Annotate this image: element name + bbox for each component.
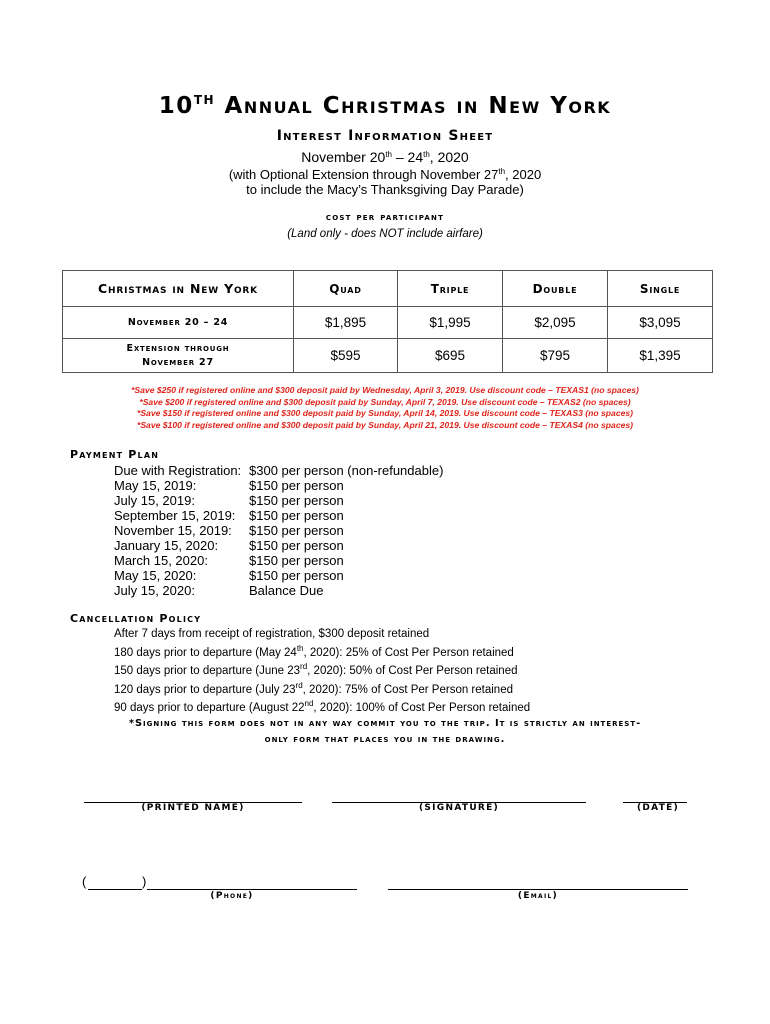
price-table (62, 270, 713, 373)
payment-amount: $300 per person (non-refundable) (249, 463, 444, 478)
payment-date: January 15, 2020: (114, 538, 219, 553)
list-item (114, 523, 443, 538)
interest-notice: *Signing this form does not in any way commit you to the trip. It is strictly an interest- only form that places you in the drawing. (128, 718, 642, 745)
table-row (63, 339, 713, 373)
price-single: $1,395 (608, 339, 713, 373)
payment-amount: $150 per person (249, 493, 344, 508)
list-item (114, 478, 443, 493)
discount-line: *Save $150 if registered online and $300 deposit paid by Sunday, April 14, 2019. Use discount code – TEXAS3 (no spaces) (136, 408, 634, 418)
discount-line: *Save $250 if registered online and $300 deposit paid by Wednesday, April 3, 2019. Use discount code – TEXAS1 (no spaces) (131, 385, 639, 395)
price-double: $795 (503, 339, 608, 373)
table-header-row (63, 271, 713, 307)
list-item (114, 583, 443, 598)
payment-amount: $150 per person (249, 523, 344, 538)
list-item (114, 538, 443, 553)
row-label: Extension through November 27 (63, 339, 294, 373)
payment-amount: Balance Due (249, 583, 324, 598)
header-double: Double (503, 271, 608, 307)
price-triple: $1,995 (398, 307, 503, 339)
list-item (114, 568, 443, 583)
discount-list (0, 385, 770, 431)
signature-label: (SIGNATURE) (418, 803, 500, 813)
price-double: $2,095 (503, 307, 608, 339)
land-only-note: (Land only - does NOT include airfare) (287, 228, 483, 240)
header-single: Single (608, 271, 713, 307)
payment-date: Due with Registration: (114, 463, 242, 478)
list-item: 180 days prior to departure (May 24th, 2020): 25% of Cost Per Person retained (114, 643, 514, 659)
area-code-line[interactable] (88, 889, 142, 890)
cancellation-list (114, 627, 530, 716)
payment-date: September 15, 2019: (114, 508, 236, 523)
price-single: $3,095 (608, 307, 713, 339)
payment-amount: $150 per person (249, 478, 344, 493)
email-line[interactable] (388, 889, 688, 890)
payment-date: November 15, 2019: (114, 523, 232, 538)
cancellation-heading: Cancellation Policy (70, 612, 202, 625)
payment-amount: $150 per person (249, 568, 344, 583)
row-label: November 20 – 24 (63, 307, 294, 339)
page-subtitle: Interest Information Sheet (276, 128, 494, 144)
list-item (114, 463, 443, 478)
price-quad: $595 (294, 339, 398, 373)
area-code-close: ) (142, 874, 147, 889)
list-item (114, 508, 443, 523)
table-row (63, 307, 713, 339)
page-title: 10TH Annual Christmas in New York (158, 93, 612, 119)
payment-amount: $150 per person (249, 553, 344, 568)
list-item: 150 days prior to departure (June 23rd, 2020): 50% of Cost Per Person retained (114, 662, 518, 677)
phone-line[interactable] (147, 889, 357, 890)
list-item: 90 days prior to departure (August 22nd, 2020): 100% of Cost Per Person retained (114, 699, 531, 714)
cost-heading: cost per participant (325, 211, 445, 223)
payment-amount: $150 per person (249, 538, 344, 553)
price-quad: $1,895 (294, 307, 398, 339)
payment-amount: $150 per person (249, 508, 344, 523)
printed-name-label: (PRINTED NAME) (141, 803, 245, 813)
payment-date: May 15, 2019: (114, 478, 197, 493)
payment-date: July 15, 2019: (114, 493, 195, 508)
trip-dates: November 20th – 24th, 2020 (301, 149, 469, 165)
date-label: (DATE) (636, 803, 680, 813)
payment-plan-heading: Payment Plan (70, 448, 160, 461)
list-item: 120 days prior to departure (July 23rd, 2020): 75% of Cost Per Person retained (114, 680, 513, 696)
header-package: Christmas in New York (63, 271, 294, 307)
phone-label: (Phone) (210, 891, 254, 901)
list-item: After 7 days from receipt of registration, $300 deposit retained (114, 628, 430, 640)
payment-plan-list (114, 463, 443, 598)
list-item (114, 553, 443, 568)
payment-date: March 15, 2020: (114, 553, 208, 568)
email-label: (Email) (517, 891, 559, 901)
header-quad: Quad (294, 271, 398, 307)
payment-date: May 15, 2020: (114, 568, 197, 583)
payment-date: July 15, 2020: (114, 583, 195, 598)
discount-line: *Save $200 if registered online and $300 deposit paid by Sunday, April 7, 2019. Use discount code – TEXAS2 (no spaces) (139, 396, 631, 407)
extension-note: (with Optional Extension through November 27th, 2020 (228, 167, 542, 182)
price-triple: $695 (398, 339, 503, 373)
area-code-open: ( (82, 874, 87, 889)
parade-note: to include the Macy’s Thanksgiving Day Parade) (246, 182, 524, 197)
header-triple: Triple (398, 271, 503, 307)
discount-line: *Save $100 if registered online and $300 deposit paid by Sunday, April 21, 2019. Use discount code – TEXAS4 (no spaces) (136, 419, 634, 430)
list-item (114, 493, 443, 508)
